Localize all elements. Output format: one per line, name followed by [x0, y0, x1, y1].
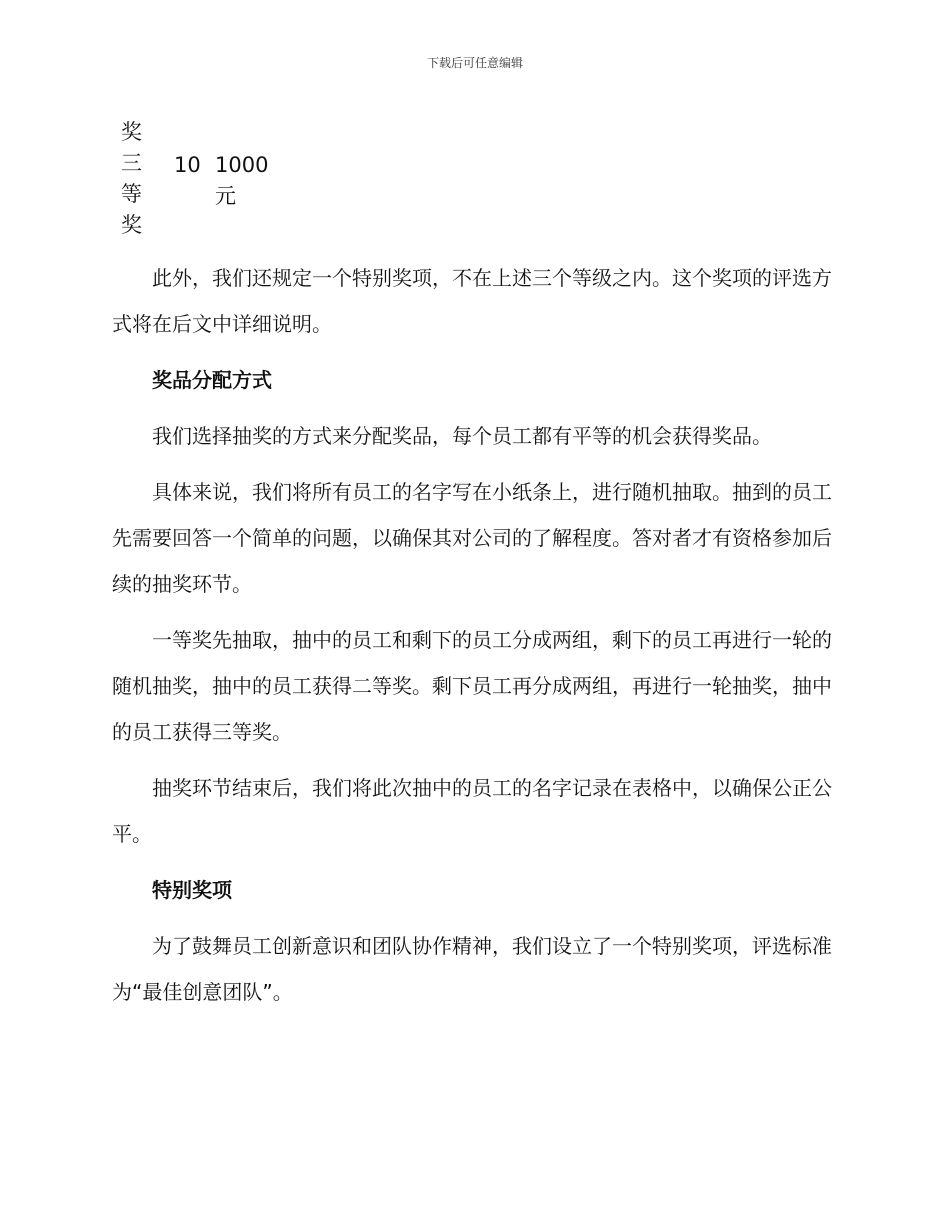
prize-level-char: 奖	[121, 213, 142, 237]
prize-amount: 1000	[215, 153, 269, 177]
prize-level-char: 奖	[121, 120, 142, 144]
prize-amount-unit: 元	[215, 184, 236, 208]
prize-level-cell	[121, 117, 142, 241]
page-header: 下载后可任意编辑	[426, 56, 523, 70]
section-heading-distribution: 奖品分配方式	[152, 368, 272, 392]
prize-level-char: 等	[121, 182, 142, 206]
prize-quantity-cell	[174, 150, 201, 181]
prize-amount-cell	[215, 150, 268, 212]
intro-paragraph: 此外，我们还规定一个特别奖项，不在上述三个等级之内。这个奖项的评选方式将在后文中详细说明。	[112, 266, 832, 336]
special-paragraph: 为了鼓舞员工创新意识和团队协作精神，我们设立了一个特别奖项，评选标准为“最佳创意团队”。	[112, 934, 832, 1004]
prize-level-char: 三	[121, 151, 142, 175]
section-heading-special: 特别奖项	[152, 878, 232, 902]
document-body	[112, 255, 832, 1025]
prize-quantity: 10	[174, 153, 201, 177]
distribution-paragraph: 一等奖先抽取，抽中的员工和剩下的员工分成两组，剩下的员工再进行一轮的随机抽奖，抽中的员工获得二等奖。剩下员工再分成两组，再进行一轮抽奖，抽中的员工获得三等奖。	[112, 628, 832, 744]
distribution-paragraph: 具体来说，我们将所有员工的名字写在小纸条上，进行随机抽取。抽到的员工先需要回答一个简单的问题，以确保其对公司的了解程度。答对者才有资格参加后续的抽奖环节。	[112, 480, 832, 596]
distribution-paragraph: 我们选择抽奖的方式来分配奖品，每个员工都有平等的机会获得奖品。	[152, 424, 772, 448]
distribution-paragraph: 抽奖环节结束后，我们将此次抽中的员工的名字记录在表格中，以确保公正公平。	[112, 776, 832, 846]
